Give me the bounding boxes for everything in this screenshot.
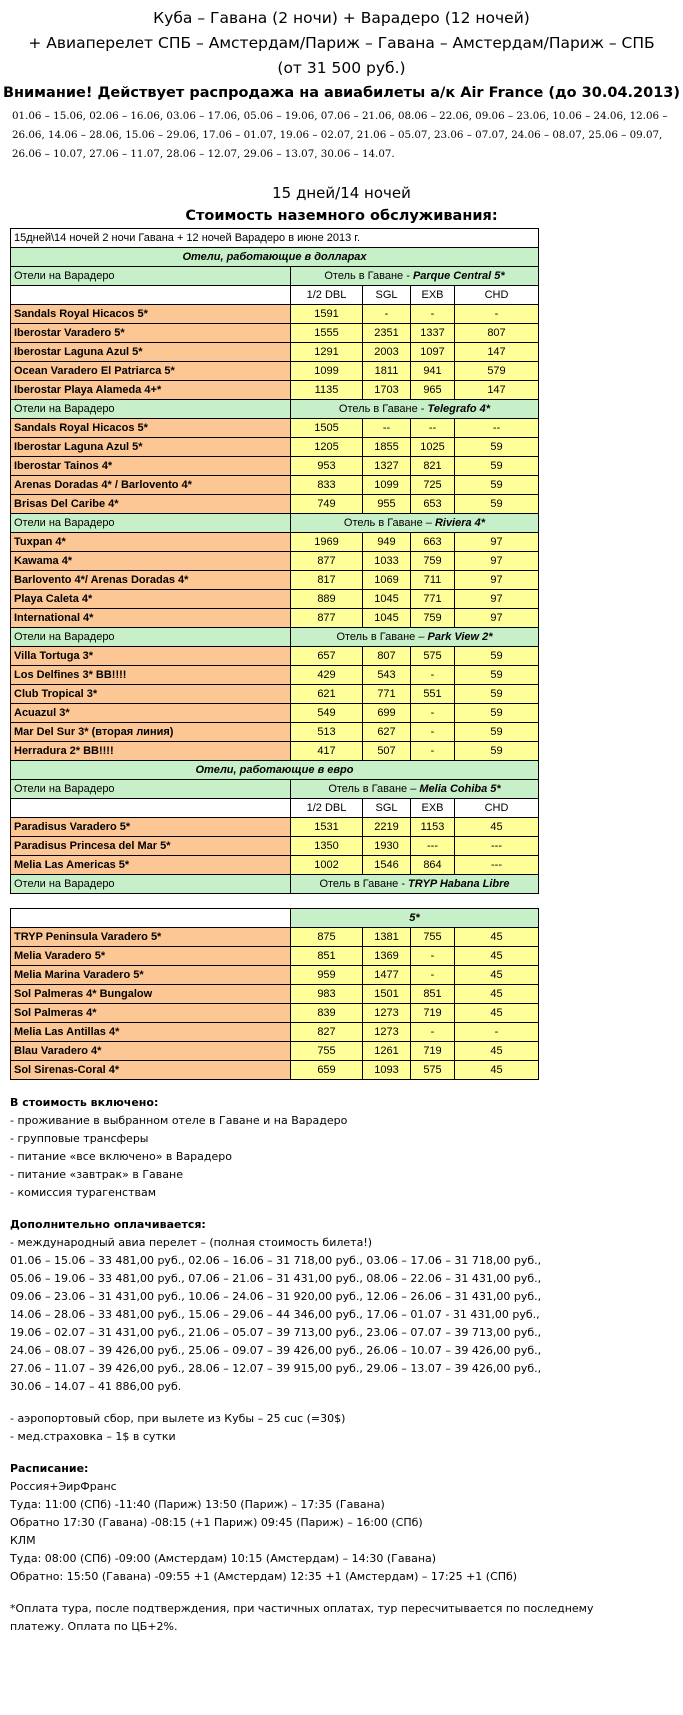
price-cell: 627 — [363, 723, 411, 742]
spacer — [10, 1586, 683, 1600]
hotel-name: Sol Palmeras 4* Bungalow — [11, 985, 291, 1004]
price-cell: 653 — [411, 495, 455, 514]
price-cell: 45 — [455, 1042, 539, 1061]
price-cell: 1546 — [363, 856, 411, 875]
schedule-item: Туда: 08:00 (СПб) -09:00 (Амстердам) 10:15 (Амстердам) – 14:30 (Гавана) — [10, 1552, 437, 1565]
price-cell: 59 — [455, 457, 539, 476]
departure-dates: 01.06 – 15.06, 02.06 – 16.06, 03.06 – 17.06, 05.06 – 19.06, 07.06 – 21.06, 08.06 – 22.06, 09.06 – 23.06, 10.06 – 24.06, 12.06 – 26.06, 14.06 – 28.06, 15.06 – 29.06, 17.06 – 01.07, 19.06 – 02.07, 21.06 – 05.07, 23.06 – 07.07, 24.06 – 08.07, 25.06 – 09.07, 26.06 – 10.07, 27.06 – 11.07, 28.06 – 12.07, 29.06 – 13.07, 30.06 – 14.07. — [12, 110, 668, 160]
price-cell: 513 — [291, 723, 363, 742]
table-row — [11, 1061, 539, 1080]
price-cell: 551 — [411, 685, 455, 704]
price-cell: --- — [455, 837, 539, 856]
hotel-name: International 4* — [11, 609, 291, 628]
hotel-name: Kawama 4* — [11, 552, 291, 571]
price-cell: 877 — [291, 609, 363, 628]
price-cell: 833 — [291, 476, 363, 495]
havana-hotel-name: Melia Cohiba 5* — [419, 782, 501, 795]
payment-note — [10, 1600, 683, 1636]
hotel-name: Brisas Del Caribe 4* — [11, 495, 291, 514]
included-list — [10, 1112, 683, 1202]
table-row — [11, 381, 539, 400]
price-cell: 45 — [455, 947, 539, 966]
table-row — [11, 1042, 539, 1061]
price-cell: 97 — [455, 571, 539, 590]
price-cell: 1337 — [411, 324, 455, 343]
varadero-hotels-label: Отели на Варадеро — [11, 267, 291, 286]
hotel-name: Playa Caleta 4* — [11, 590, 291, 609]
havana-hotel-prefix: Отель в Гаване – — [336, 630, 428, 643]
havana-hotel-cell — [291, 400, 539, 419]
price-cell: 147 — [455, 343, 539, 362]
included-item: - питание «все включено» в Варадеро — [10, 1150, 232, 1163]
price-cell: 97 — [455, 590, 539, 609]
price-cell: 97 — [455, 533, 539, 552]
column-header: 1/2 DBL — [291, 286, 363, 305]
note-line: платежу. Оплата по ЦБ+2%. — [10, 1620, 178, 1633]
price-cell: 759 — [411, 552, 455, 571]
extra-item: 19.06 – 02.07 – 31 431,00 руб., 21.06 – 05.07 – 39 713,00 руб., 23.06 – 07.07 – 39 713,00 руб., — [10, 1326, 542, 1339]
sale-notice: Внимание! Действует распродажа на авиабилеты а/к Air France (до 30.04.2013) — [2, 85, 681, 101]
hotel-name: Arenas Doradas 4* / Barlovento 4* — [11, 476, 291, 495]
section-header: Отели, работающие в евро — [11, 761, 539, 780]
table-row — [11, 1004, 539, 1023]
extra-item: 14.06 – 28.06 – 33 481,00 руб., 15.06 – 29.06 – 44 346,00 руб., 17.06 – 01.07 - 31 431,00 руб., — [10, 1308, 540, 1321]
extra-item: 05.06 – 19.06 – 33 481,00 руб., 07.06 – 21.06 – 31 431,00 руб., 08.06 – 22.06 – 31 431,00 руб., — [10, 1272, 542, 1285]
price-cell: - — [411, 305, 455, 324]
price-cell: 807 — [455, 324, 539, 343]
price-cell: - — [363, 305, 411, 324]
price-cell: 45 — [455, 818, 539, 837]
varadero-hotels-label: Отели на Варадеро — [11, 875, 291, 894]
price-cell: 2351 — [363, 324, 411, 343]
table-row — [11, 928, 539, 947]
price-cell: 965 — [411, 381, 455, 400]
table-row — [11, 609, 539, 628]
havana-hotel-stars: 5* — [291, 909, 539, 928]
table-row — [11, 666, 539, 685]
table-row — [11, 324, 539, 343]
price-cell: 827 — [291, 1023, 363, 1042]
table-intro: 15дней\14 ночей 2 ночи Гавана + 12 ночей Варадеро в июне 2013 г. — [11, 229, 539, 248]
schedule-item: Россия+ЭирФранс — [10, 1480, 117, 1493]
extra-item: 09.06 – 23.06 – 31 431,00 руб., 10.06 – 24.06 – 31 920,00 руб., 12.06 – 26.06 – 31 431,00 руб., — [10, 1290, 542, 1303]
extra-list — [10, 1234, 683, 1396]
havana-hotel-cell — [291, 628, 539, 647]
included-item: - групповые трансферы — [10, 1132, 149, 1145]
table-intro-row — [11, 229, 539, 248]
hotel-name: Paradisus Princesa del Mar 5* — [11, 837, 291, 856]
price-table-tryp — [10, 908, 539, 1080]
table-gap — [0, 894, 683, 908]
price-cell: 575 — [411, 1061, 455, 1080]
included-item: - комиссия турагенствам — [10, 1186, 157, 1199]
price-cell: 1153 — [411, 818, 455, 837]
price-cell: 97 — [455, 609, 539, 628]
hotel-name: Herradura 2* BB!!!! — [11, 742, 291, 761]
spacer — [10, 1202, 683, 1216]
hotel-name: Iberostar Varadero 5* — [11, 324, 291, 343]
price-cell: 699 — [363, 704, 411, 723]
price-cell: 45 — [455, 1061, 539, 1080]
note-line: *Оплата тура, после подтверждения, при частичных оплатах, тур пересчитывается по последнему — [10, 1602, 594, 1615]
price-cell: 1703 — [363, 381, 411, 400]
price-cell: 2003 — [363, 343, 411, 362]
price-cell: 771 — [411, 590, 455, 609]
page — [0, 6, 683, 1715]
hotel-name: Iberostar Laguna Azul 5* — [11, 438, 291, 457]
price-cell: -- — [455, 419, 539, 438]
price-cell: 1969 — [291, 533, 363, 552]
price-cell: 659 — [291, 1061, 363, 1080]
price-cell: 59 — [455, 723, 539, 742]
hotel-name: Sol Sirenas-Coral 4* — [11, 1061, 291, 1080]
price-cell: 1273 — [363, 1023, 411, 1042]
price-cell: 749 — [291, 495, 363, 514]
havana-hotel-cell — [291, 780, 539, 799]
price-cell: 1033 — [363, 552, 411, 571]
spacer — [10, 1446, 683, 1460]
hotel-name: Melia Las Antillas 4* — [11, 1023, 291, 1042]
price-cell: 1069 — [363, 571, 411, 590]
price-cell: - — [455, 305, 539, 324]
included-item: - проживание в выбранном отеле в Гаване и на Варадеро — [10, 1114, 348, 1127]
varadero-hotels-label: Отели на Варадеро — [11, 780, 291, 799]
price-cell: 877 — [291, 552, 363, 571]
table-row — [11, 985, 539, 1004]
price-cell: 59 — [455, 438, 539, 457]
table-row — [11, 552, 539, 571]
price-cell: 1369 — [363, 947, 411, 966]
table-row — [11, 419, 539, 438]
hotel-name: Iberostar Tainos 4* — [11, 457, 291, 476]
price-cell: --- — [411, 837, 455, 856]
hotel-name: Iberostar Laguna Azul 5* — [11, 343, 291, 362]
price-cell: 59 — [455, 704, 539, 723]
hotel-name: Barlovento 4*/ Arenas Doradas 4* — [11, 571, 291, 590]
hotel-name: Ocean Varadero El Patriarca 5* — [11, 362, 291, 381]
price-cell: 1555 — [291, 324, 363, 343]
extra-item: 01.06 – 15.06 – 33 481,00 руб., 02.06 – 16.06 – 31 718,00 руб., 03.06 – 17.06 – 31 718,00 руб., — [10, 1254, 542, 1267]
price-cell: 1350 — [291, 837, 363, 856]
hotel-name: TRYP Peninsula Varadero 5* — [11, 928, 291, 947]
included-item: - питание «завтрак» в Гаване — [10, 1168, 183, 1181]
hotel-group-row — [11, 628, 539, 647]
price-cell: 1099 — [291, 362, 363, 381]
price-cell: 1205 — [291, 438, 363, 457]
extra-item: 24.06 – 08.07 – 39 426,00 руб., 25.06 – 09.07 – 39 426,00 руб., 26.06 – 10.07 – 39 426,00 руб., — [10, 1344, 542, 1357]
price-cell: 1930 — [363, 837, 411, 856]
price-cell: 953 — [291, 457, 363, 476]
table-row — [11, 476, 539, 495]
title-line-3: (от 31 500 руб.) — [277, 59, 406, 77]
table-row — [11, 723, 539, 742]
price-cell: 1099 — [363, 476, 411, 495]
hotel-name: Club Tropical 3* — [11, 685, 291, 704]
hotel-name: Melia Marina Varadero 5* — [11, 966, 291, 985]
table-row — [11, 438, 539, 457]
hotel-name: Villa Tortuga 3* — [11, 647, 291, 666]
hotel-group-row — [11, 514, 539, 533]
hotel-group-row — [11, 875, 539, 894]
schedule-list — [10, 1478, 683, 1586]
price-cell: 2219 — [363, 818, 411, 837]
table-row — [11, 1023, 539, 1042]
havana-hotel-name: Riviera 4* — [434, 516, 486, 529]
hotel-name: Blau Varadero 4* — [11, 1042, 291, 1061]
schedule-item: КЛМ — [10, 1534, 36, 1547]
header — [0, 6, 683, 105]
varadero-hotels-label: Отели на Варадеро — [11, 514, 291, 533]
price-cell: 719 — [411, 1004, 455, 1023]
price-cell: 821 — [411, 457, 455, 476]
extra-item: 30.06 – 14.07 – 41 886,00 руб. — [10, 1380, 182, 1393]
hotel-name: Tuxpan 4* — [11, 533, 291, 552]
included-section — [0, 1094, 683, 1636]
price-cell: 59 — [455, 476, 539, 495]
price-cell: 755 — [411, 928, 455, 947]
title-line-2: + Авиаперелет СПБ – Амстердам/Париж – Гавана – Амстердам/Париж – СПБ — [28, 34, 655, 52]
section-header-row — [11, 761, 539, 780]
table-row — [11, 947, 539, 966]
havana-hotel-prefix: Отель в Гаване – — [328, 782, 420, 795]
table-row — [11, 305, 539, 324]
price-cell: 59 — [455, 495, 539, 514]
price-cell: 851 — [411, 985, 455, 1004]
price-cell: 851 — [291, 947, 363, 966]
havana-hotel-prefix: Отель в Гаване - — [319, 877, 409, 890]
continued-header-row — [11, 909, 539, 928]
havana-hotel-prefix: Отель в Гаване - — [338, 402, 428, 415]
column-header: CHD — [455, 286, 539, 305]
continued-blank — [11, 909, 291, 928]
havana-hotel-cell — [291, 875, 539, 894]
havana-hotel-name: Telegrafo 4* — [427, 402, 491, 415]
price-cell: 941 — [411, 362, 455, 381]
hotel-name: Acuazul 3* — [11, 704, 291, 723]
extra-title: Дополнительно оплачивается: — [10, 1218, 206, 1231]
varadero-hotels-label: Отели на Варадеро — [11, 628, 291, 647]
price-cell: 1505 — [291, 419, 363, 438]
price-cell: 1291 — [291, 343, 363, 362]
price-cell: 1477 — [363, 966, 411, 985]
extra-item: - мед.страховка – 1$ в сутки — [10, 1430, 176, 1443]
price-cell: 983 — [291, 985, 363, 1004]
price-cell: 817 — [291, 571, 363, 590]
extra-item: 27.06 – 11.07 – 39 426,00 руб., 28.06 – 12.07 – 39 915,00 руб., 29.06 – 13.07 – 39 426,00 руб., — [10, 1362, 542, 1375]
table-row — [11, 343, 539, 362]
price-cell: 864 — [411, 856, 455, 875]
section-header-row — [11, 248, 539, 267]
price-cell: 875 — [291, 928, 363, 947]
hotel-name: Melia Varadero 5* — [11, 947, 291, 966]
price-cell: 1002 — [291, 856, 363, 875]
table-row — [11, 742, 539, 761]
price-cell: 657 — [291, 647, 363, 666]
price-cell: 711 — [411, 571, 455, 590]
schedule-item: Обратно: 15:50 (Гавана) -09:55 +1 (Амстердам) 12:35 +1 (Амстердам) – 17:25 +1 (СПб) — [10, 1570, 518, 1583]
price-cell: 1025 — [411, 438, 455, 457]
price-cell: 147 — [455, 381, 539, 400]
extra-item: - аэропортовый сбор, при вылете из Кубы – 25 cuc (=30$) — [10, 1412, 346, 1425]
varadero-hotels-label: Отели на Варадеро — [11, 400, 291, 419]
table-row — [11, 704, 539, 723]
havana-hotel-prefix: Отель в Гаване - — [324, 269, 413, 282]
included-title: В стоимость включено: — [10, 1096, 159, 1109]
table-row — [11, 533, 539, 552]
hotel-name: Sandals Royal Hicacos 5* — [11, 305, 291, 324]
price-cell: 1045 — [363, 590, 411, 609]
price-cell: 575 — [411, 647, 455, 666]
table-row — [11, 966, 539, 985]
price-cell: 507 — [363, 742, 411, 761]
price-table — [10, 228, 539, 894]
cost-title: Стоимость наземного обслуживания: — [185, 208, 498, 224]
price-cell: 45 — [455, 1004, 539, 1023]
column-header: SGL — [363, 799, 411, 818]
havana-hotel-cell — [291, 514, 539, 533]
price-cell: - — [411, 666, 455, 685]
hotel-name: Melia Las Americas 5* — [11, 856, 291, 875]
price-cell: 719 — [411, 1042, 455, 1061]
hotel-name: Los Delfines 3* BB!!!! — [11, 666, 291, 685]
price-cell: --- — [455, 856, 539, 875]
price-cell: -- — [411, 419, 455, 438]
price-cell: 543 — [363, 666, 411, 685]
havana-hotel-name: TRYP Habana Libre — [408, 877, 510, 890]
table-row — [11, 647, 539, 666]
price-cell: 759 — [411, 609, 455, 628]
price-cell: - — [411, 704, 455, 723]
hotel-name: Paradisus Varadero 5* — [11, 818, 291, 837]
price-cell: 955 — [363, 495, 411, 514]
price-cell: 725 — [411, 476, 455, 495]
havana-hotel-cell — [291, 267, 539, 286]
price-cell: 889 — [291, 590, 363, 609]
table-row — [11, 590, 539, 609]
schedule-item: Туда: 11:00 (СПб) -11:40 (Париж) 13:50 (Париж) – 17:35 (Гавана) — [10, 1498, 385, 1511]
price-cell: 1381 — [363, 928, 411, 947]
price-cell: 807 — [363, 647, 411, 666]
price-cell: 1591 — [291, 305, 363, 324]
hotel-name: Sol Palmeras 4* — [11, 1004, 291, 1023]
table-row — [11, 457, 539, 476]
hotel-name: Mar Del Sur 3* (вторая линия) — [11, 723, 291, 742]
hotel-group-row — [11, 780, 539, 799]
hotel-name: Iberostar Playa Alameda 4+* — [11, 381, 291, 400]
table-row — [11, 685, 539, 704]
table-row — [11, 362, 539, 381]
price-cell: - — [455, 1023, 539, 1042]
price-cell: - — [411, 723, 455, 742]
title-line-1: Куба – Гавана (2 ночи) + Варадеро (12 ночей) — [153, 9, 530, 27]
price-cell: 1501 — [363, 985, 411, 1004]
extra-item: - международный авиа перелет – (полная стоимость билета!) — [10, 1236, 373, 1249]
column-header: CHD — [455, 799, 539, 818]
column-header-empty — [11, 799, 291, 818]
schedule-title: Расписание: — [10, 1462, 89, 1475]
price-cell: 45 — [455, 985, 539, 1004]
price-cell: 949 — [363, 533, 411, 552]
price-cell: 1273 — [363, 1004, 411, 1023]
section-header: Отели, работающие в долларах — [11, 248, 539, 267]
price-cell: 59 — [455, 742, 539, 761]
column-header: EXB — [411, 286, 455, 305]
spacer — [10, 1396, 683, 1410]
price-cell: 1135 — [291, 381, 363, 400]
table-row — [11, 495, 539, 514]
price-cell: 579 — [455, 362, 539, 381]
hotel-group-row — [11, 267, 539, 286]
price-cell: 429 — [291, 666, 363, 685]
hotel-group-row — [11, 400, 539, 419]
column-header-row — [11, 799, 539, 818]
price-cell: 45 — [455, 966, 539, 985]
price-cell: 97 — [455, 552, 539, 571]
table-row — [11, 837, 539, 856]
price-cell: 755 — [291, 1042, 363, 1061]
price-cell: 417 — [291, 742, 363, 761]
price-cell: 1097 — [411, 343, 455, 362]
price-cell: 59 — [455, 647, 539, 666]
table-row — [11, 818, 539, 837]
schedule-item: Обратно 17:30 (Гавана) -08:15 (+1 Париж) 09:45 (Париж) – 16:00 (СПб) — [10, 1516, 423, 1529]
price-cell: 1327 — [363, 457, 411, 476]
price-cell: - — [411, 966, 455, 985]
havana-hotel-name: Park View 2* — [427, 630, 493, 643]
column-header-empty — [11, 286, 291, 305]
price-cell: 1855 — [363, 438, 411, 457]
price-cell: 663 — [411, 533, 455, 552]
price-cell: 1811 — [363, 362, 411, 381]
price-cell: -- — [363, 419, 411, 438]
price-cell: - — [411, 742, 455, 761]
price-cell: 1045 — [363, 609, 411, 628]
price-cell: 59 — [455, 666, 539, 685]
column-header: SGL — [363, 286, 411, 305]
table-row — [11, 571, 539, 590]
price-cell: 771 — [363, 685, 411, 704]
price-cell: - — [411, 1023, 455, 1042]
extra-list-2 — [10, 1410, 683, 1446]
price-cell: 549 — [291, 704, 363, 723]
hotel-name: Sandals Royal Hicacos 5* — [11, 419, 291, 438]
price-cell: 45 — [455, 928, 539, 947]
price-cell: 839 — [291, 1004, 363, 1023]
price-cell: 1531 — [291, 818, 363, 837]
table-row — [11, 856, 539, 875]
havana-hotel-name: Parque Central 5* — [412, 269, 505, 282]
column-header-row — [11, 286, 539, 305]
price-cell: 959 — [291, 966, 363, 985]
price-cell: 59 — [455, 685, 539, 704]
price-cell: 1261 — [363, 1042, 411, 1061]
column-header: EXB — [411, 799, 455, 818]
column-header: 1/2 DBL — [291, 799, 363, 818]
tour-duration: 15 дней/14 ночей — [272, 184, 411, 202]
price-cell: - — [411, 947, 455, 966]
havana-hotel-prefix: Отель в Гаване – — [343, 516, 435, 529]
price-cell: 621 — [291, 685, 363, 704]
price-cell: 1093 — [363, 1061, 411, 1080]
